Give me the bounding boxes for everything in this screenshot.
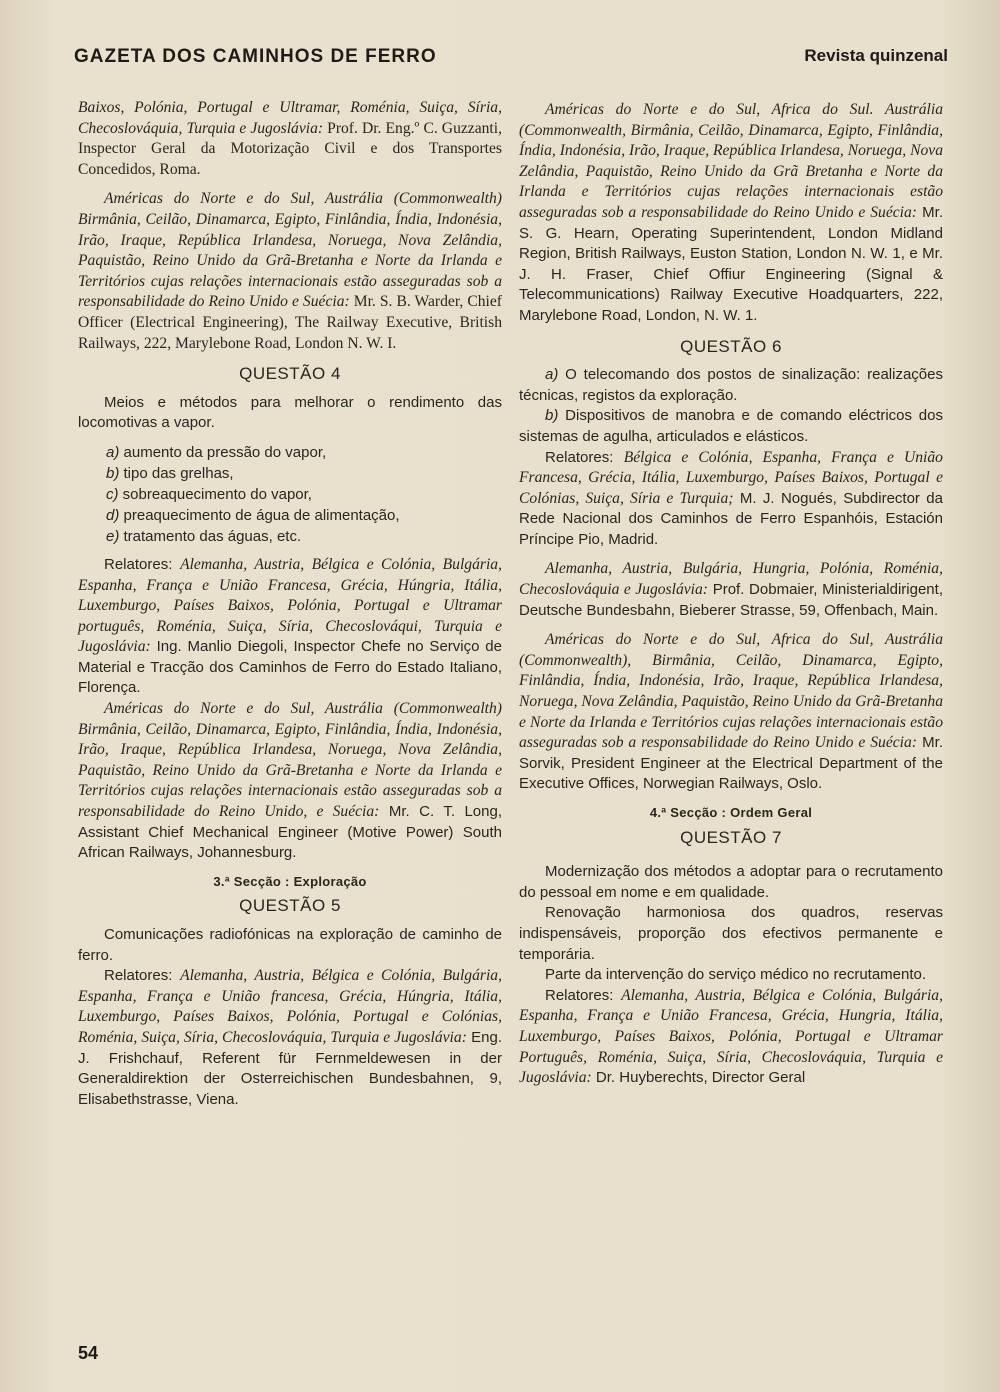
countries-list: Alemanha, Austria, Bulgária, Hungria, Polónia, Roménia, Checoslováquia e Jugoslávia: [519,560,943,599]
reporter-text: Eng. J. Frishchauf, Referent für Fernmeldewesen in der Generaldirektion der Osterreichischen Bundesbahnen, 9, Elisabethstrasse, Viena. [78,1028,503,1108]
section-heading: 4.ª Secção : Ordem Geral [649,805,813,820]
list-item [78,442,502,463]
paragraph [519,448,943,551]
paragraph [78,555,502,699]
reporters-label: Relatores: [545,448,624,466]
paragraph [78,189,502,354]
reporter-text: Mr. Sorvik, President Engineer at the Electrical Department of the Executive Offices, Norwegian Railways, Oslo. [519,734,943,793]
item-text: tratamento das águas, etc. [119,527,302,545]
item-text: O telecomando dos postos de sinalização: realizações técnicas, registos da exploração. [519,366,943,404]
reporter-text: Dr. Huyberechts, Director Geral [591,1069,806,1087]
reporter-text: Mr. S. B. Warder, Chief Officer (Electrical Engineering), The Railway Executive, British Railways, 222, Marylebone Road, London N. W. I. [78,293,502,352]
list-item [78,484,502,505]
item-letter: d) [106,506,120,524]
paragraph [519,630,943,795]
countries-list: Baixos, Polónia, Portugal e Ultramar, Roménia, Suiça, Síria, Checoslováquia, Turquia e Jugoslávia: [78,99,502,137]
item-text: tipo das grelhas, [119,464,234,482]
item-letter: a) [545,366,559,384]
list-item [78,526,502,547]
paragraph: Modernização dos métodos a adoptar para o recrutamento do pessoal em nome e em qualidade. [519,863,943,901]
countries-list: Alemanha, Austria, Bélgica e Colónia, Bulgária, Espanha, França e União Francesa, Grécia, Húngria, Itália, Luxemburgo, Países Baixos, Polónia, Portugal e Ultramar português, Roménia, Suiça, Síria, Checoslováqui, Turquia e Jugoslávia: [78,555,502,656]
question-intro: Comunicações radiofónicas na exploração de caminho de ferro. [78,926,502,964]
reporter-text: Ing. Manlio Diegoli, Inspector Chefe no Serviço de Material e Tracção dos Caminhos de Ferro do Estado Italiano, Florença. [78,638,502,697]
countries-list: Américas do Norte e do Sul, Austrália (Commonwealth) Birmânia, Ceilão, Dinamarca, Egipto, Finlândia, Índia, Indonésia, Irão, Iraque, República Irlandesa, Noruega, Nova Zelândia, Paquistão, Reino Unido da Grã-Bretanha e Norte da Irlanda e Territórios cujas relações internacionais estão asseguradas sob a responsabilidade do Reino Unido, e Suécia: [78,700,502,821]
countries-list: Alemanha, Austria, Bélgica e Colónia, Bulgária, Espanha, França e União Francesa, Grécia, Hungria, Itália, Luxemburgo, Países Baixos, Polónia, Portugal e Ultramar Português, Roménia, Suiça, Síria, Checoslováquia, Turquia e Jugoslávia: [519,986,943,1087]
question-heading: QUESTÃO 5 [239,896,341,916]
paragraph [519,100,943,327]
question-item [519,406,943,447]
item-letter: e) [106,527,120,545]
reporter-text: M. J. Nogués, Subdirector da Rede Nacional dos Caminhos de Ferro Espanhóis, Estación Príncipe Pio, Madrid. [519,489,943,548]
running-header-subtitle: Revista quinzenal [804,46,948,65]
question-intro: Meios e métodos para melhorar o rendimento das locomotivas a vapor. [78,393,502,432]
right-column [519,100,943,1095]
paragraph: Parte da intervenção do serviço médico no recrutamento. [545,966,927,984]
item-text: sobreaquecimento do vapor, [118,485,312,503]
paragraph [78,966,502,1110]
reporter-text: Mr. C. T. Long, Assistant Chief Mechanical Engineer (Motive Power) South African Railways, Johannesburg. [78,803,502,862]
item-text: preaquecimento de água de alimentação, [119,506,400,524]
item-text: aumento da pressão do vapor, [119,443,327,461]
reporters-label: Relatores: [545,986,622,1004]
question-heading: QUESTÃO 6 [680,336,782,356]
paragraph [519,986,943,1089]
paragraph [78,98,502,180]
question-item [519,365,943,406]
countries-list: Américas do Norte e do Sul, Africa do Sul. Austrália (Commonwealth, Birmânia, Ceilão, Dinamarca, Egipto, Finlândia, Índia, Indonésia, Irão, Iraque, República Irlandesa, Noruega, Nova Zelândia, Paquistão, Reino Unido da Grã Bretanha e Norte da Irlanda e Territórios cujas relações internacionais estão asseguradas sob a responsabilidade do Reino Unido e Suécia: [519,101,944,221]
item-letter: b) [545,407,559,425]
reporters-label: Relatores: [104,967,181,985]
reporter-text: Prof. Dobmaier, Ministerialdirigent, Deutsche Bundesbahn, Bieberer Strasse, 59, Offenbach, Main. [519,581,943,619]
list-item [78,463,502,484]
countries-list: Alemanha, Austria, Bélgica e Colónia, Bulgária, Espanha, França e União francesa, Grécia, Húngria, Itália, Luxemburgo, Países Baixos, Polónia, Portugal e Colónias, Roménia, Suiça, Síria, Checoslováquia, Turquia e Jugoslávia: [78,967,502,1046]
item-text: Dispositivos de manobra e de comando eléctricos dos sistemas de agulha, articulados e elásticos. [519,407,943,445]
running-header-title: GAZETA DOS CAMINHOS DE FERRO [74,46,437,67]
countries-list: Américas do Norte e do Sul, Austrália (Commonwealth) Birmânia, Ceilão, Dinamarca, Egipto, Finlândia, Índia, Indonésia, Irão, Iraque, República Irlandesa, Noruega, Nova Zelândia, Paquistão, Reino Unido da Grã-Bretanha e Norte da Irlanda e Territórios cujas relações internacionais estão asseguradas sob a responsabilidade do Reino Unido e Suécia: [78,190,502,311]
reporter-text: Prof. Dr. Eng.º C. Guzzanti, Inspector Geral da Motorização Civil e dos Transportes Concedidos, Roma. [78,119,502,178]
question-heading: QUESTÃO 7 [680,827,782,847]
reporter-text: Mr. S. G. Hearn, Operating Superintendent, London Midland Region, British Railways, Euston Station, London N. W. 1, e Mr. J. H. Fraser, Chief Offiur Engineering (Signal & Telecommunications) Railway Executive Hoadquarters, 222, Marylebone Road, London, N. W. 1. [519,203,943,324]
section-heading: 3.ª Secção : Exploração [213,873,367,889]
countries-list: Bélgica e Colónia, Espanha, França e União Francesa, Grécia, Itália, Luxemburgo, Países Baixos, Portugal e Colónias, Suiça, Síria e Turquia; [519,448,943,507]
paragraph: Renovação harmoniosa dos quadros, reservas indispensáveis, proporção dos efectivos permanente e temporária. [519,904,943,963]
page-number: 54 [78,1343,99,1363]
left-column [78,98,502,1116]
item-letter: c) [106,485,119,503]
item-letter: b) [106,464,120,482]
list-item [78,505,502,526]
countries-list: Américas do Norte e do Sul, Africa do Sul, Austrália (Commonwealth), Birmânia, Ceilão, Dinamarca, Egipto, Finlândia, Índia, Indonésia, Irão, Iraque, República Irlandesa, Noruega, Nova Zelândia, Paquistão, Reino Unido da Grã-Bretanha e Norte da Irlanda e Territórios cujas relações internacionais estão asseguradas sob a responsabilidade do Reino Unido e Suécia: [519,631,943,752]
question-items-list [78,442,502,547]
item-letter: a) [106,443,120,461]
paragraph [78,699,502,864]
question-heading: QUESTÃO 4 [239,364,341,384]
reporters-label: Relatores: [104,555,181,573]
paragraph [519,559,943,621]
